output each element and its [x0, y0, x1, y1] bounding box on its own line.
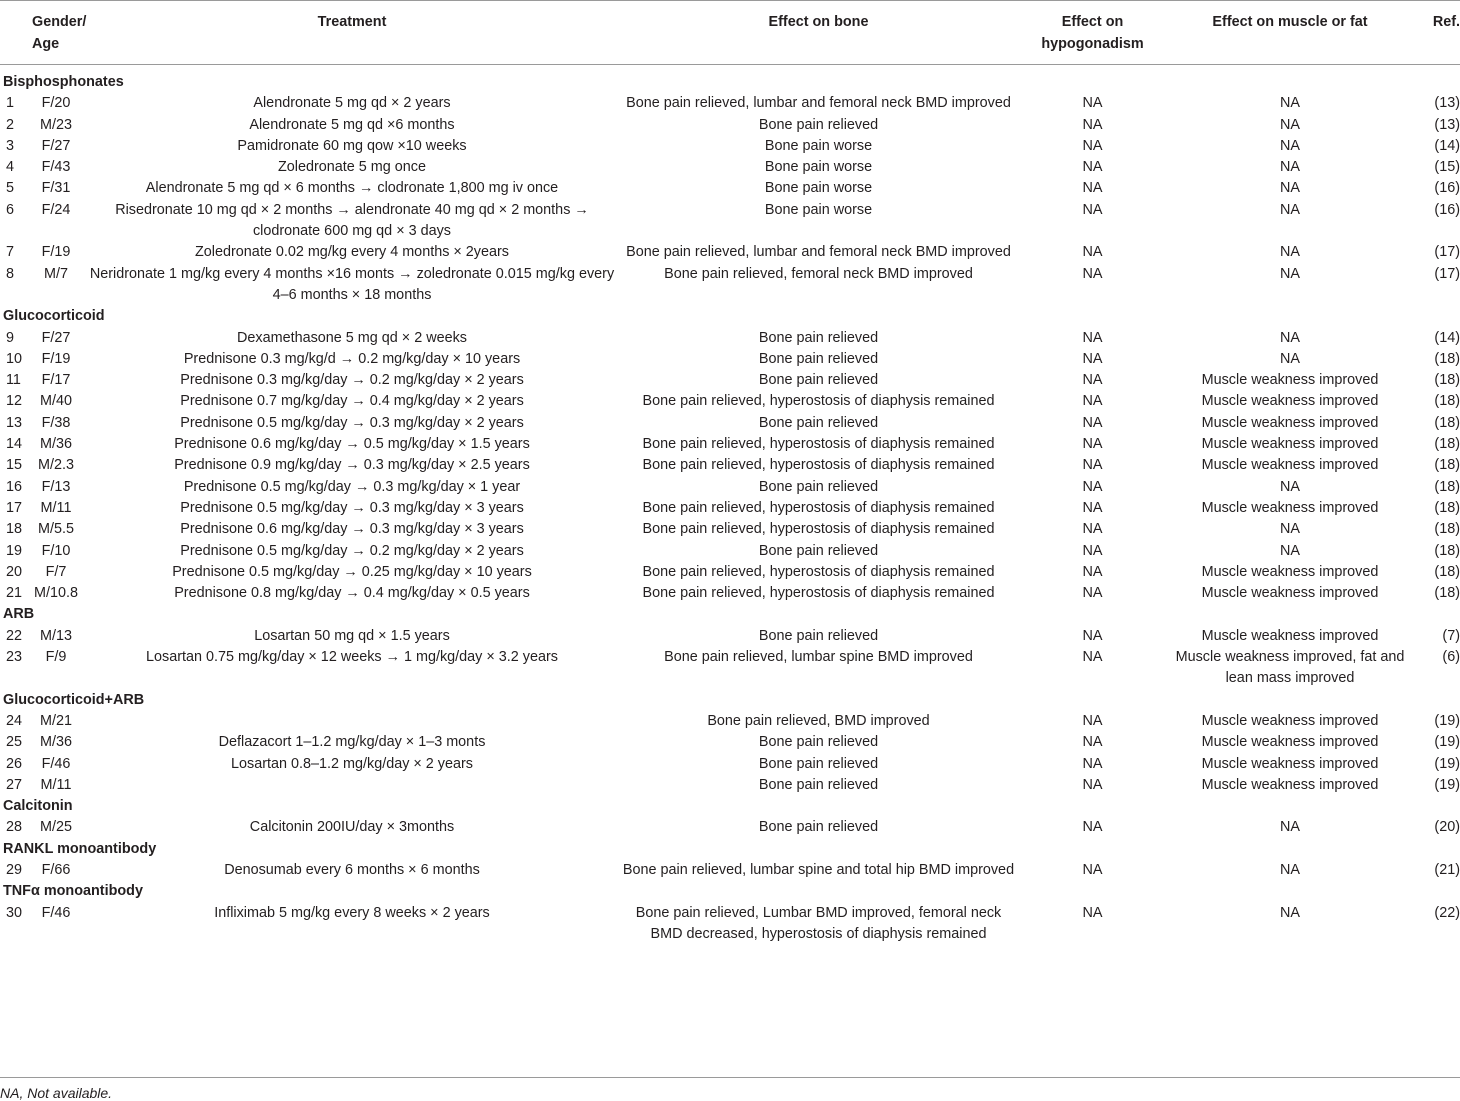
effect-on-hypogonadism-cell: NA — [1082, 265, 1103, 282]
effect-on-muscle-fat-cell: NA — [1280, 478, 1300, 495]
effect-on-bone-cell: Bone pain relieved, hyperostosis of diaphysis remained — [642, 457, 995, 474]
effect-on-bone-cell: Bone pain relieved — [758, 329, 879, 346]
effect-on-hypogonadism-cell: NA — [1082, 372, 1103, 389]
effect-on-hypogonadism-cell: NA — [1082, 329, 1103, 346]
effect-on-muscle-fat-cell: NA — [1280, 201, 1300, 218]
case-number-cell: 3 — [6, 137, 15, 154]
gender-age-cell: F/10 — [41, 542, 71, 559]
gender-age-cell: F/17 — [41, 372, 71, 389]
gender-age-cell: F/46 — [41, 904, 71, 921]
table-row — [0, 775, 1460, 796]
reference-cell: (19) — [1434, 776, 1460, 793]
treatment-cell: Deflazacort 1–1.2 mg/kg/day × 1–3 monts — [218, 734, 486, 751]
treatment-cell: Zoledronate 0.02 mg/kg every 4 months × 2years — [195, 244, 509, 261]
effect-on-hypogonadism-cell: NA — [1082, 904, 1103, 921]
gender-age-cell: F/9 — [45, 649, 67, 666]
reference-cell: (19) — [1434, 734, 1460, 751]
group-header-row — [0, 65, 1460, 94]
gender-age-cell: M/11 — [40, 776, 72, 793]
treatment-cell: Infliximab 5 mg/kg every 8 weeks × 2 years — [214, 904, 490, 921]
treatment-cell: Losartan 50 mg qd × 1.5 years — [254, 627, 450, 644]
effect-on-muscle-fat-cell: NA — [1280, 542, 1300, 559]
effect-on-bone-cell: Bone pain relieved, hyperostosis of diaphysis remained — [642, 585, 995, 602]
effect-on-bone-cell: Bone pain worse — [764, 159, 873, 176]
effect-on-muscle-fat-cell: NA — [1280, 180, 1300, 197]
gender-age-cell: F/27 — [41, 137, 71, 154]
table-row — [0, 817, 1460, 838]
case-number-cell: 7 — [6, 244, 15, 261]
case-number-cell: 5 — [6, 180, 15, 197]
reference-cell: (17) — [1434, 265, 1460, 282]
group-header-row — [0, 881, 1460, 902]
case-number-cell: 27 — [6, 776, 23, 793]
gender-age-cell: M/25 — [40, 819, 72, 836]
table-row — [0, 136, 1460, 157]
table-row — [0, 264, 1460, 307]
effect-on-bone-cell: Bone pain relieved, lumbar and femoral neck BMD improved — [626, 95, 1011, 112]
treatment-cell: Prednisone 0.6 mg/kg/day → 0.3 mg/kg/day × 3 years — [180, 521, 524, 538]
table-row — [0, 328, 1460, 349]
table-row — [0, 562, 1460, 583]
effect-on-hypogonadism-cell: NA — [1082, 137, 1103, 154]
effect-on-bone-cell: Bone pain relieved, lumbar spine and total hip BMD improved — [622, 861, 1015, 878]
effect-on-muscle-fat-cell: Muscle weakness improved — [1201, 436, 1379, 453]
effect-on-hypogonadism-cell: NA — [1082, 755, 1103, 772]
effect-on-hypogonadism-cell: NA — [1082, 350, 1103, 367]
reference-cell: (18) — [1434, 521, 1460, 538]
effect-on-bone-cell: Bone pain relieved — [758, 776, 879, 793]
effect-on-hypogonadism-cell: NA — [1082, 585, 1103, 602]
case-number-cell: 19 — [6, 542, 23, 559]
case-number-cell: 8 — [6, 265, 15, 282]
effect-on-hypogonadism-cell: NA — [1082, 201, 1103, 218]
case-number-cell: 28 — [6, 819, 23, 836]
reference-cell: (21) — [1434, 861, 1460, 878]
table-row — [0, 115, 1460, 136]
effect-on-bone-cell: Bone pain worse — [764, 180, 873, 197]
treatment-cell: Dexamethasone 5 mg qd × 2 weeks — [237, 329, 467, 346]
case-number-cell: 26 — [6, 755, 23, 772]
effect-on-muscle-fat-cell: NA — [1280, 861, 1300, 878]
effect-on-bone-cell: Bone pain relieved — [758, 755, 879, 772]
group-header-row — [0, 604, 1460, 625]
effect-on-muscle-fat-cell: NA — [1280, 95, 1300, 112]
effect-on-muscle-fat-cell: NA — [1280, 521, 1300, 538]
reference-cell: (18) — [1434, 585, 1460, 602]
effect-on-muscle-fat-cell: NA — [1280, 265, 1300, 282]
effect-on-hypogonadism-cell: NA — [1082, 180, 1103, 197]
gender-age-cell: M/10.8 — [34, 585, 78, 602]
effect-on-bone-cell: Bone pain worse — [764, 137, 873, 154]
effect-on-bone-cell: Bone pain relieved, lumbar and femoral neck BMD improved — [626, 244, 1011, 261]
gender-age-cell: F/31 — [41, 180, 71, 197]
group-header-row — [0, 839, 1460, 860]
effect-on-bone-cell: Bone pain relieved — [758, 542, 879, 559]
case-number-cell: 2 — [6, 116, 15, 133]
effect-on-hypogonadism-cell: NA — [1082, 414, 1103, 431]
effect-on-bone-cell: Bone pain relieved, hyperostosis of diaphysis remained — [642, 499, 995, 516]
treatment-cell: Prednisone 0.5 mg/kg/day → 0.25 mg/kg/day × 10 years — [172, 563, 532, 580]
table-body — [0, 65, 1460, 946]
case-number-cell: 1 — [6, 95, 15, 112]
case-number-cell: 15 — [6, 457, 23, 474]
effect-on-muscle-fat-cell: Muscle weakness improved — [1201, 393, 1379, 410]
effect-on-hypogonadism-cell: NA — [1082, 244, 1103, 261]
reference-cell: (18) — [1434, 563, 1460, 580]
header-gender-age: Gender/ Age — [30, 1, 82, 65]
case-number-cell: 18 — [6, 521, 23, 538]
treatment-cell: Alendronate 5 mg qd × 2 years — [253, 95, 451, 112]
treatment-cell: Prednisone 0.5 mg/kg/day → 0.3 mg/kg/day × 3 years — [180, 499, 524, 516]
treatment-cell: Zoledronate 5 mg once — [278, 159, 426, 176]
effect-on-bone-cell: Bone pain relieved, hyperostosis of diaphysis remained — [642, 436, 995, 453]
gender-age-cell: F/19 — [41, 244, 71, 261]
effect-on-hypogonadism-cell: NA — [1082, 563, 1103, 580]
effect-on-muscle-fat-cell: Muscle weakness improved — [1201, 627, 1379, 644]
gender-age-cell: M/5.5 — [38, 521, 74, 538]
treatment-cell: Calcitonin 200IU/day × 3months — [249, 819, 455, 836]
effect-on-hypogonadism-cell: NA — [1082, 542, 1103, 559]
header-ref: Ref. — [1410, 1, 1460, 65]
effect-on-muscle-fat-cell: NA — [1280, 244, 1300, 261]
effect-on-bone-cell: Bone pain worse — [764, 201, 873, 218]
treatment-cell: Neridronate 1 mg/kg every 4 months ×16 monts → zoledronate 0.015 mg/kg every 4–6 months × 18 months — [89, 265, 615, 303]
effect-on-hypogonadism-cell: NA — [1082, 116, 1103, 133]
gender-age-cell: F/24 — [41, 201, 71, 218]
bottom-rule — [0, 1077, 1460, 1078]
group-name: RANKL monoantibody — [3, 840, 157, 857]
gender-age-cell: M/21 — [40, 712, 72, 729]
effect-on-hypogonadism-cell: NA — [1082, 95, 1103, 112]
effect-on-hypogonadism-cell: NA — [1082, 712, 1103, 729]
treatment-cell: Prednisone 0.6 mg/kg/day → 0.5 mg/kg/day × 1.5 years — [174, 436, 530, 453]
case-number-cell: 12 — [6, 393, 23, 410]
reference-cell: (18) — [1434, 478, 1460, 495]
effect-on-bone-cell: Bone pain relieved — [758, 478, 879, 495]
effect-on-hypogonadism-cell: NA — [1082, 436, 1103, 453]
treatment-cell: Prednisone 0.5 mg/kg/day → 0.2 mg/kg/day × 2 years — [180, 542, 524, 559]
effect-on-muscle-fat-cell: Muscle weakness improved — [1201, 372, 1379, 389]
table-row — [0, 860, 1460, 881]
gender-age-cell: F/20 — [41, 95, 71, 112]
reference-cell: (18) — [1434, 350, 1460, 367]
effect-on-hypogonadism-cell: NA — [1082, 521, 1103, 538]
effect-on-muscle-fat-cell: Muscle weakness improved — [1201, 712, 1379, 729]
group-name: Glucocorticoid — [3, 308, 105, 325]
reference-cell: (18) — [1434, 393, 1460, 410]
reference-cell: (14) — [1434, 137, 1460, 154]
effect-on-bone-cell: Bone pain relieved, Lumbar BMD improved, femoral neck BMD decreased, hyperostosis of diaphysis remained — [635, 904, 1002, 942]
gender-age-cell: F/38 — [41, 414, 71, 431]
group-header-row — [0, 690, 1460, 711]
reference-cell: (13) — [1434, 116, 1460, 133]
effect-on-bone-cell: Bone pain relieved — [758, 734, 879, 751]
header-number — [0, 1, 30, 65]
table-row — [0, 541, 1460, 562]
reference-cell: (18) — [1434, 457, 1460, 474]
header-effect-bone: Effect on bone — [622, 1, 1015, 65]
treatment-cell: Alendronate 5 mg qd × 6 months → clodronate 1,800 mg iv once — [145, 180, 559, 197]
effect-on-muscle-fat-cell: Muscle weakness improved — [1201, 734, 1379, 751]
table-row — [0, 732, 1460, 753]
treatment-cell: Denosumab every 6 months × 6 months — [224, 861, 480, 878]
case-number-cell: 6 — [6, 201, 15, 218]
treatment-cell — [82, 775, 622, 796]
table-row — [0, 477, 1460, 498]
reference-cell: (15) — [1434, 159, 1460, 176]
effect-on-bone-cell: Bone pain relieved — [758, 414, 879, 431]
gender-age-cell: M/11 — [40, 499, 72, 516]
effect-on-hypogonadism-cell: NA — [1082, 393, 1103, 410]
table-row — [0, 200, 1460, 243]
effect-on-hypogonadism-cell: NA — [1082, 627, 1103, 644]
case-number-cell: 29 — [6, 861, 23, 878]
group-name: ARB — [3, 606, 35, 623]
effect-on-muscle-fat-cell: NA — [1280, 819, 1300, 836]
effect-on-muscle-fat-cell: NA — [1280, 137, 1300, 154]
header-effect-hypogonadism: Effect on hypogonadism — [1015, 1, 1170, 65]
gender-age-cell: F/43 — [41, 159, 71, 176]
treatment-cell: Losartan 0.75 mg/kg/day × 12 weeks → 1 mg/kg/day × 3.2 years — [146, 649, 558, 666]
table-row — [0, 413, 1460, 434]
reference-cell: (7) — [1442, 627, 1460, 644]
case-number-cell: 10 — [6, 350, 23, 367]
gender-age-cell: F/66 — [41, 861, 71, 878]
reference-cell: (16) — [1434, 201, 1460, 218]
reference-cell: (14) — [1434, 329, 1460, 346]
reference-cell: (17) — [1434, 244, 1460, 261]
effect-on-bone-cell: Bone pain relieved, lumbar spine BMD improved — [664, 649, 973, 666]
gender-age-cell: F/46 — [41, 755, 71, 772]
effect-on-muscle-fat-cell: Muscle weakness improved — [1201, 414, 1379, 431]
gender-age-cell: M/40 — [40, 393, 72, 410]
effect-on-bone-cell: Bone pain relieved — [758, 627, 879, 644]
gender-age-cell: M/36 — [40, 436, 72, 453]
case-number-cell: 9 — [6, 329, 15, 346]
effect-on-bone-cell: Bone pain relieved — [758, 819, 879, 836]
gender-age-cell: F/7 — [45, 563, 67, 580]
case-number-cell: 24 — [6, 712, 23, 729]
effect-on-hypogonadism-cell: NA — [1082, 478, 1103, 495]
group-name: TNFα monoantibody — [3, 883, 143, 900]
gender-age-cell: M/36 — [40, 734, 72, 751]
case-number-cell: 25 — [6, 734, 23, 751]
table-row — [0, 349, 1460, 370]
reference-cell: (22) — [1434, 904, 1460, 921]
table-row — [0, 391, 1460, 412]
effect-on-hypogonadism-cell: NA — [1082, 159, 1103, 176]
effect-on-bone-cell: Bone pain relieved, hyperostosis of diaphysis remained — [642, 563, 995, 580]
effect-on-bone-cell: Bone pain relieved — [758, 116, 879, 133]
effect-on-muscle-fat-cell: NA — [1280, 350, 1300, 367]
effect-on-muscle-fat-cell: Muscle weakness improved — [1201, 457, 1379, 474]
effect-on-muscle-fat-cell: Muscle weakness improved — [1201, 755, 1379, 772]
reference-cell: (18) — [1434, 542, 1460, 559]
treatment-cell: Prednisone 0.5 mg/kg/day → 0.3 mg/kg/day × 1 year — [183, 478, 521, 495]
gender-age-cell: M/23 — [40, 116, 72, 133]
treatment-cell: Losartan 0.8–1.2 mg/kg/day × 2 years — [231, 755, 473, 772]
reference-cell: (19) — [1434, 755, 1460, 772]
table-row — [0, 434, 1460, 455]
treatment-cell: Alendronate 5 mg qd ×6 months — [249, 116, 455, 133]
treatment-cell: Prednisone 0.3 mg/kg/d → 0.2 mg/kg/day × 10 years — [183, 350, 521, 367]
table-header — [0, 1, 1460, 65]
case-number-cell: 22 — [6, 627, 23, 644]
effect-on-muscle-fat-cell: Muscle weakness improved, fat and lean mass improved — [1175, 649, 1405, 687]
footnote: NA, Not available. — [0, 1085, 113, 1101]
group-header-row — [0, 796, 1460, 817]
reference-cell: (18) — [1434, 499, 1460, 516]
table-row — [0, 903, 1460, 946]
reference-cell: (16) — [1434, 180, 1460, 197]
group-name: Calcitonin — [3, 798, 73, 815]
reference-cell: (18) — [1434, 436, 1460, 453]
case-number-cell: 20 — [6, 563, 23, 580]
gender-age-cell: F/27 — [41, 329, 71, 346]
effect-on-muscle-fat-cell: Muscle weakness improved — [1201, 585, 1379, 602]
table-row — [0, 498, 1460, 519]
group-name: Glucocorticoid+ARB — [3, 691, 145, 708]
effect-on-bone-cell: Bone pain relieved — [758, 350, 879, 367]
effect-on-bone-cell: Bone pain relieved — [758, 372, 879, 389]
effect-on-hypogonadism-cell: NA — [1082, 499, 1103, 516]
table-row — [0, 455, 1460, 476]
effect-on-muscle-fat-cell: Muscle weakness improved — [1201, 499, 1379, 516]
gender-age-cell: F/19 — [41, 350, 71, 367]
reference-cell: (18) — [1434, 372, 1460, 389]
case-number-cell: 11 — [6, 372, 21, 389]
treatment-cell — [82, 711, 622, 732]
effect-on-muscle-fat-cell: NA — [1280, 159, 1300, 176]
case-number-cell: 16 — [6, 478, 23, 495]
reference-cell: (20) — [1434, 819, 1460, 836]
header-treatment: Treatment — [82, 1, 622, 65]
table-row — [0, 93, 1460, 114]
table-row — [0, 711, 1460, 732]
effect-on-muscle-fat-cell: NA — [1280, 904, 1300, 921]
effect-on-hypogonadism-cell: NA — [1082, 861, 1103, 878]
group-name: Bisphosphonates — [3, 74, 124, 90]
table-row — [0, 647, 1460, 690]
table-row — [0, 583, 1460, 604]
effect-on-hypogonadism-cell: NA — [1082, 649, 1103, 666]
effect-on-bone-cell: Bone pain relieved, hyperostosis of diaphysis remained — [642, 521, 995, 538]
effect-on-muscle-fat-cell: Muscle weakness improved — [1201, 776, 1379, 793]
gender-age-cell: F/13 — [41, 478, 71, 495]
gender-age-cell: M/13 — [40, 627, 72, 644]
effect-on-hypogonadism-cell: NA — [1082, 819, 1103, 836]
group-header-row — [0, 306, 1460, 327]
effect-on-muscle-fat-cell: NA — [1280, 329, 1300, 346]
gender-age-cell: M/2.3 — [38, 457, 74, 474]
treatment-cell: Prednisone 0.7 mg/kg/day → 0.4 mg/kg/day × 2 years — [180, 393, 524, 410]
treatment-cell: Prednisone 0.5 mg/kg/day → 0.3 mg/kg/day × 2 years — [180, 414, 524, 431]
gender-age-cell: M/7 — [44, 265, 68, 282]
table-row — [0, 178, 1460, 199]
table-row — [0, 157, 1460, 178]
table-row — [0, 519, 1460, 540]
effect-on-hypogonadism-cell: NA — [1082, 734, 1103, 751]
case-number-cell: 17 — [6, 499, 23, 516]
table-row — [0, 242, 1460, 263]
reference-cell: (18) — [1434, 414, 1460, 431]
effect-on-hypogonadism-cell: NA — [1082, 776, 1103, 793]
case-number-cell: 13 — [6, 414, 23, 431]
table-row — [0, 626, 1460, 647]
reference-cell: (19) — [1434, 712, 1460, 729]
effect-on-bone-cell: Bone pain relieved, femoral neck BMD improved — [664, 265, 973, 282]
effect-on-bone-cell: Bone pain relieved, hyperostosis of diaphysis remained — [642, 393, 995, 410]
effect-on-bone-cell: Bone pain relieved, BMD improved — [707, 712, 930, 729]
table-row — [0, 370, 1460, 391]
case-number-cell: 21 — [6, 585, 23, 602]
treatment-cell: Pamidronate 60 mg qow ×10 weeks — [237, 137, 467, 154]
treatment-cell: Risedronate 10 mg qd × 2 months → alendronate 40 mg qd × 2 months → clodronate 600 mg qd × 3 days — [115, 201, 589, 240]
table-row — [0, 754, 1460, 775]
treatment-cell: Prednisone 0.9 mg/kg/day → 0.3 mg/kg/day × 2.5 years — [174, 457, 530, 474]
header-effect-muscle-fat: Effect on muscle or fat — [1170, 1, 1410, 65]
effect-on-muscle-fat-cell: NA — [1280, 116, 1300, 133]
case-number-cell: 30 — [6, 904, 23, 921]
case-number-cell: 23 — [6, 649, 23, 666]
reference-cell: (13) — [1434, 95, 1460, 112]
case-number-cell: 14 — [6, 436, 23, 453]
case-number-cell: 4 — [6, 159, 15, 176]
treatment-cell: Prednisone 0.3 mg/kg/day → 0.2 mg/kg/day × 2 years — [180, 372, 524, 389]
reference-cell: (6) — [1442, 649, 1460, 666]
effect-on-hypogonadism-cell: NA — [1082, 457, 1103, 474]
effect-on-muscle-fat-cell: Muscle weakness improved — [1201, 563, 1379, 580]
treatment-cell: Prednisone 0.8 mg/kg/day → 0.4 mg/kg/day × 0.5 years — [174, 585, 530, 602]
